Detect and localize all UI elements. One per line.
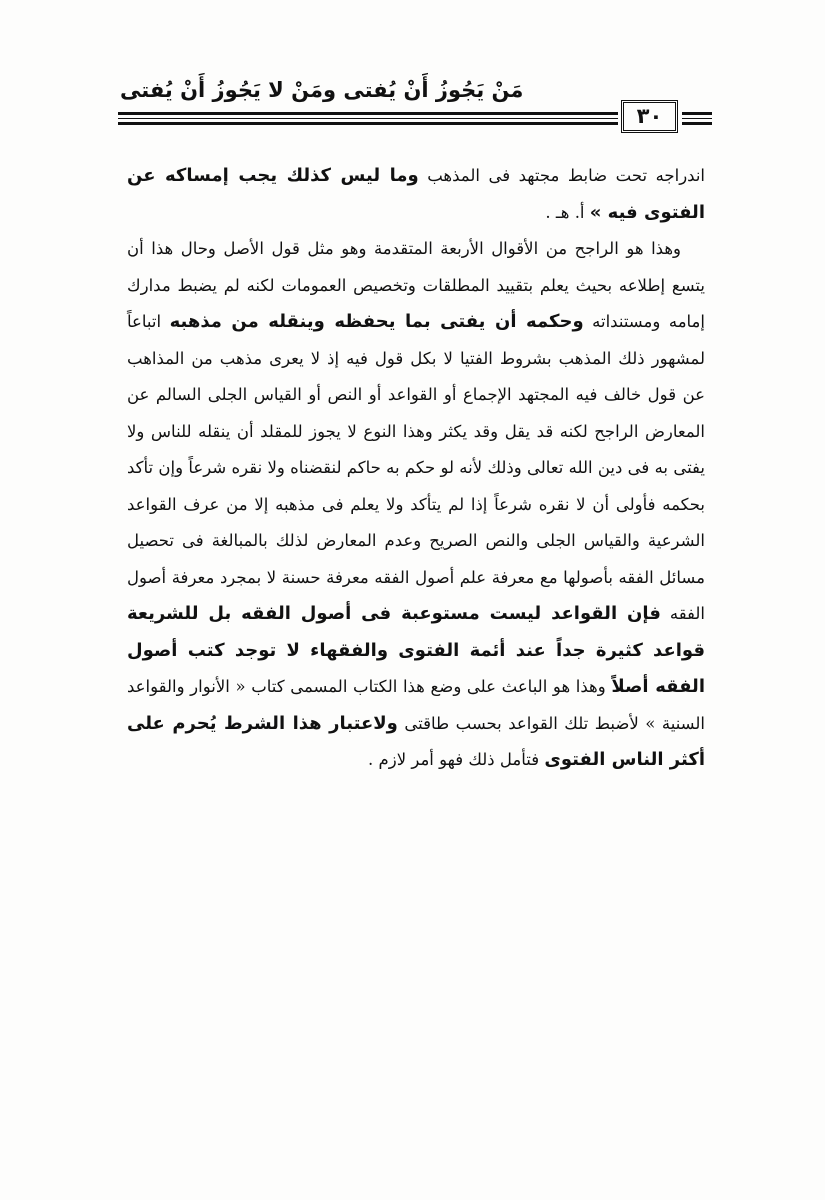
- header-rule: [118, 122, 618, 125]
- bold-text-segment: ولاعتبار هذا الشرط يُحرم على أكثر الناس الفتوى: [127, 712, 705, 770]
- page-number: ٣٠: [621, 100, 678, 133]
- bold-text-segment: وحكمه أن يفتى بما يحفظه وينقله من مذهبه: [169, 311, 584, 332]
- body-text: [127, 158, 705, 779]
- bold-text-segment: وما ليس كذلك يجب إمساكه عن الفتوى فيه »: [127, 165, 705, 223]
- header-rule: [682, 122, 712, 125]
- text-segment: أ. هـ .: [545, 202, 590, 222]
- paragraph: [127, 158, 705, 231]
- text-segment: فتأمل ذلك فهو أمر لازم .: [368, 750, 545, 769]
- text-segment: اندراجه تحت ضابط مجتهد فى المذهب: [418, 166, 706, 185]
- text-segment: وهذا هو الراجح من الأقوال الأربعة المتقدمة وهو مثل قول الأصل وحال هذا أن يتسع إطلاعه بحيث يعلم بتقييد المطلقات وتخصيص العمومات لكنه لم يضبط مدارك إمامه ومستنداته: [127, 239, 705, 331]
- header-rule: [118, 118, 618, 119]
- header-rule: [682, 112, 712, 115]
- paragraph: [127, 231, 705, 779]
- text-segment: وهذا هو الباعث على وضع هذا الكتاب المسمى كتاب « الأنوار والقواعد السنية » لأضبط تلك القواعد بحسب طاقتى: [127, 677, 705, 733]
- text-segment: اتباعاً لمشهور ذلك المذهب بشروط الفتيا لا بكل قول فيه إذ لا يعرى مذهب من المذاهب عن قول خالف فيه المجتهد الإجماع أو القواعد أو النص أو القياس الجلى السالم عن المعارض الراجح لكنه قد يقل وقد يكثر وهذا النوع لا يجوز للمقلد أن ينقله للناس ولا يفتى به فى دين الله تعالى وذلك لأنه لو حكم به حاكم لنقضناه ولا نقره شرعاً وإن تأكد بحكمه فأولى أن لا نقره شرعاً إذا لم يتأكد ولا يعلم فى مذهبه إلا من عرف القواعد الشرعية والقياس الجلى والنص الصريح وعدم المعارض لذلك بالمبالغة فى تحصيل مسائل الفقه بأصولها مع معرفة علم أصول الفقه معرفة حسنة لا بمجرد معرفة أصول الفقه: [127, 312, 706, 623]
- header-rule: [118, 112, 618, 115]
- header-rule: [682, 118, 712, 119]
- running-title: مَنْ يَجُوزُ أَنْ يُفتى ومَنْ لا يَجُوزُ أَنْ يُفتى: [120, 78, 524, 102]
- bold-text-segment: فإن القواعد ليست مستوعبة فى أصول الفقه بل للشريعة قواعد كثيرة جداً عند أئمة الفتوى والفقهاء لا توجد كتب أصول الفقه أصلاً: [127, 603, 705, 697]
